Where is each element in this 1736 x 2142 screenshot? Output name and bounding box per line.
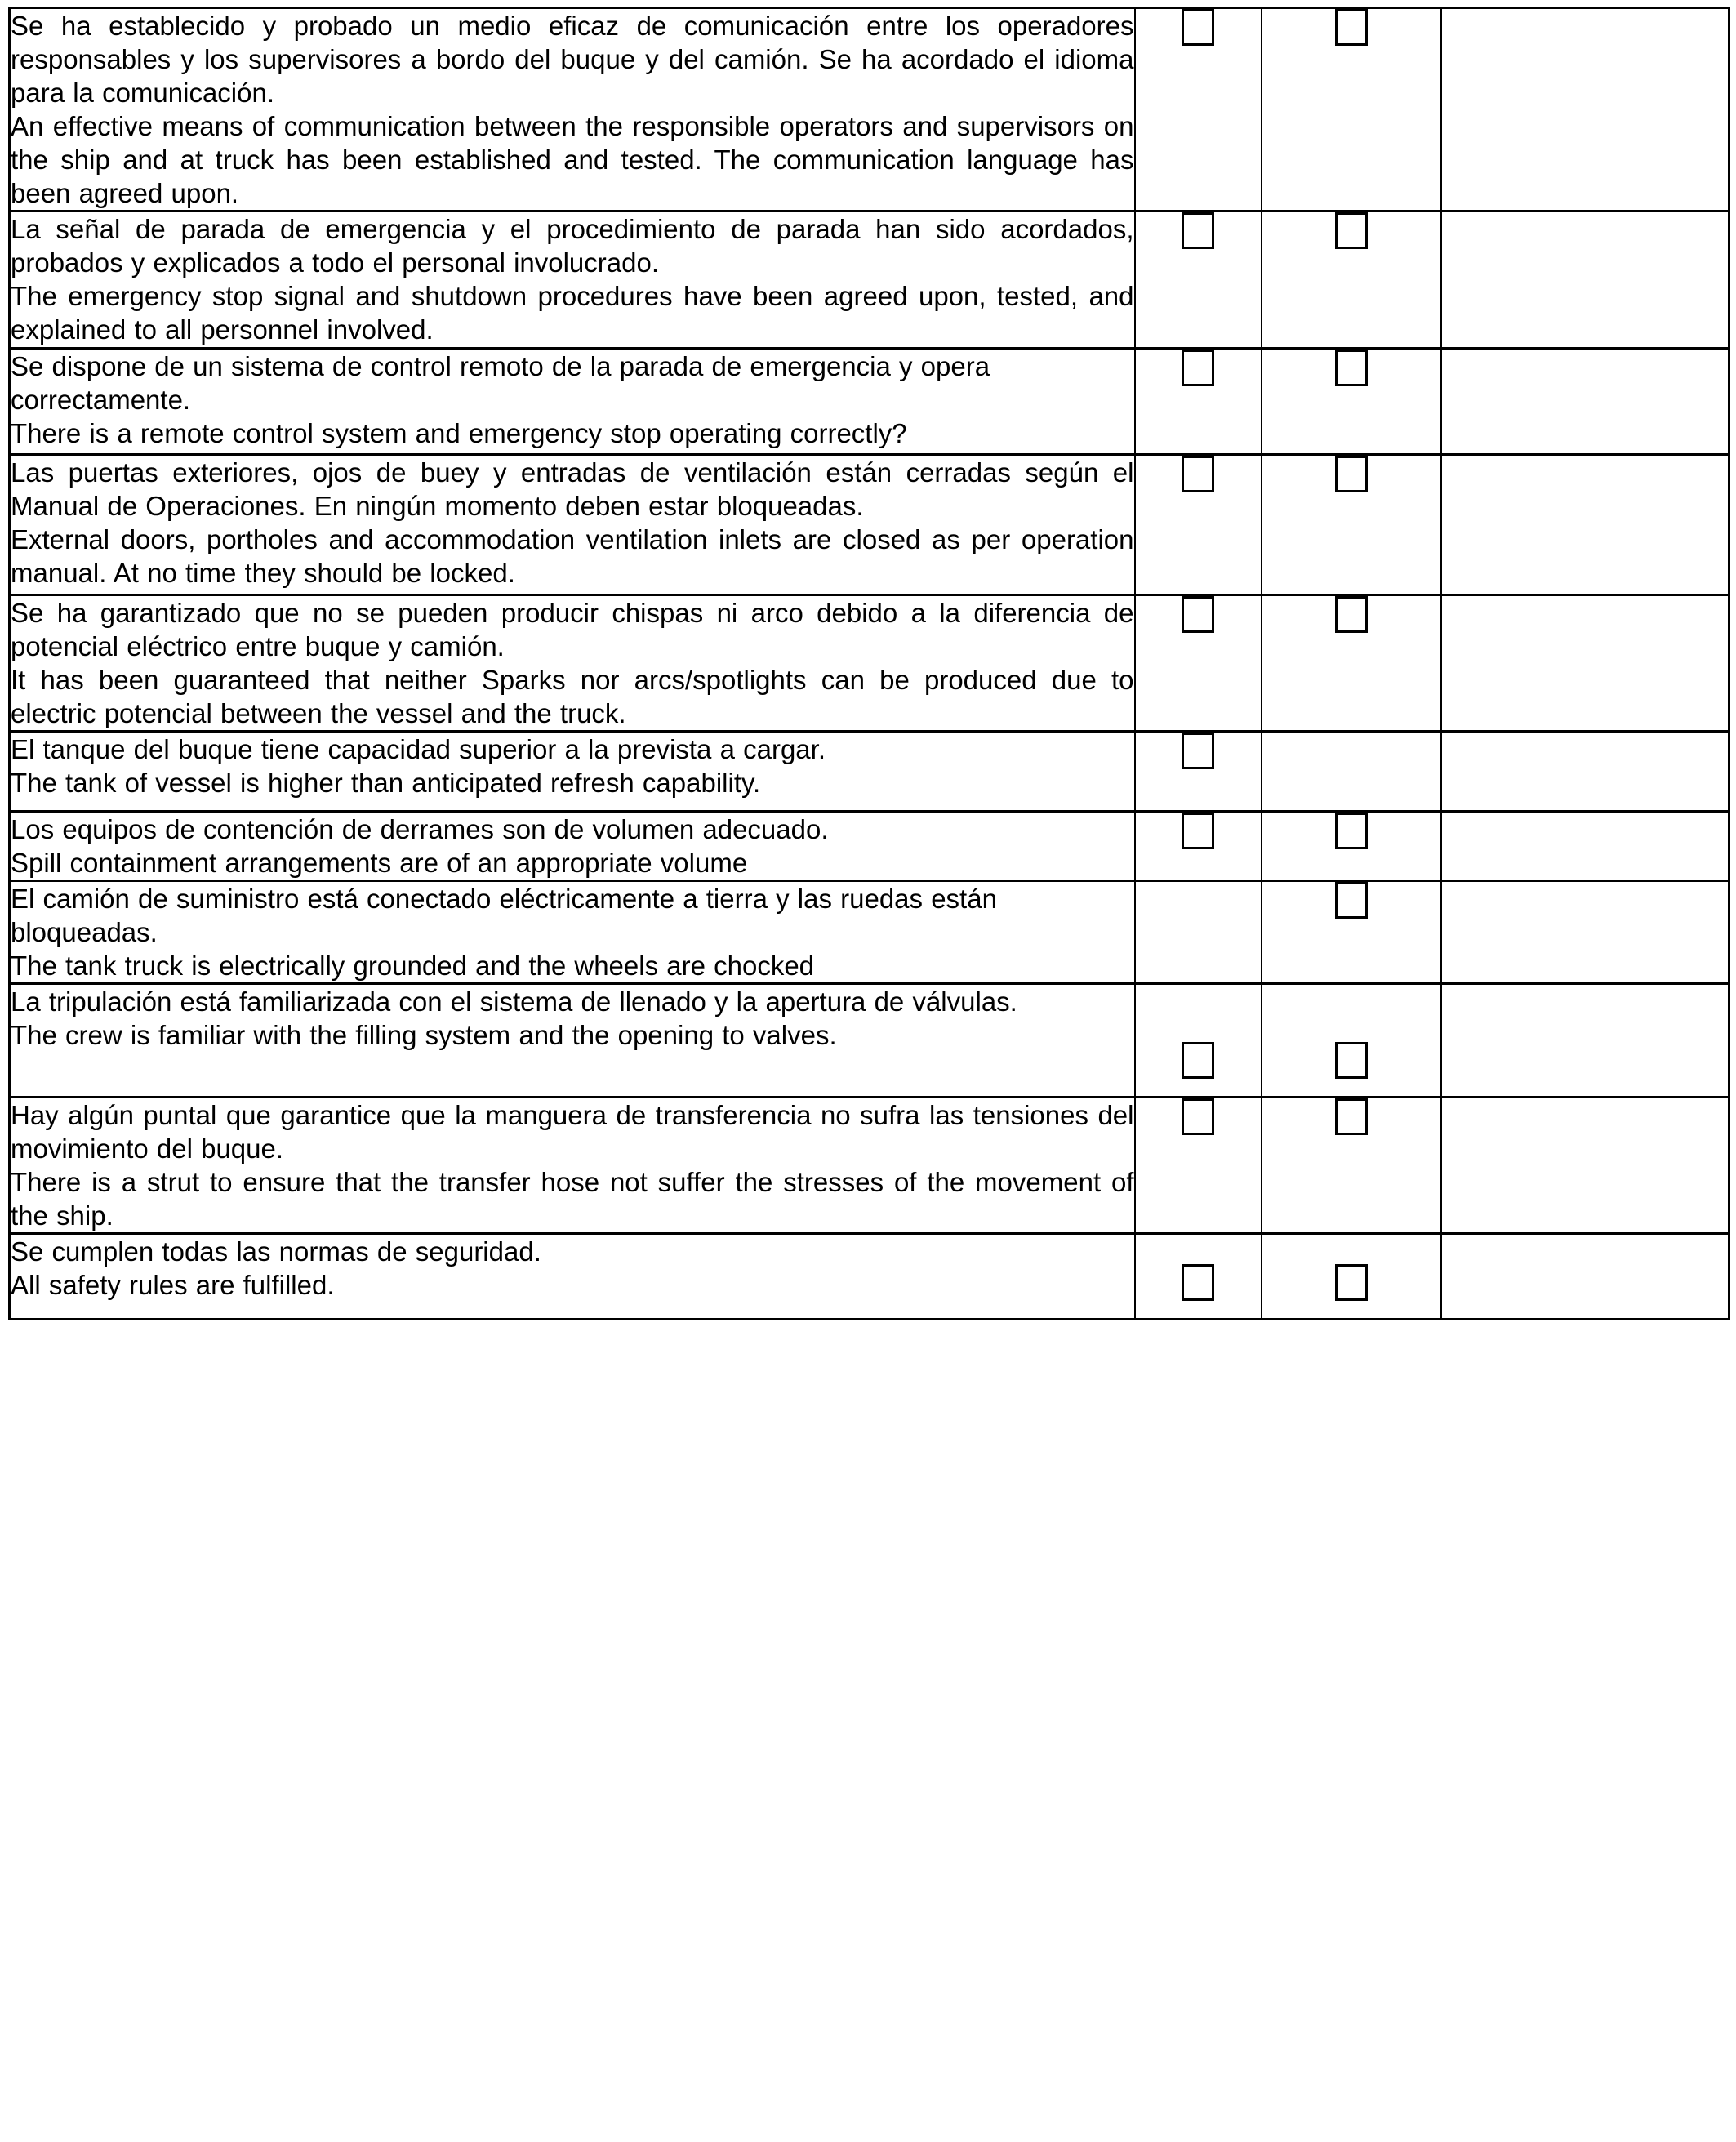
item-description-cell: [10, 455, 1135, 595]
item-text-en: The emergency stop signal and shutdown procedures have been agreed upon, tested, and explained to all personnel involved.: [11, 281, 1134, 345]
check-column-1-cell: [1135, 732, 1262, 812]
item-text-es: Se ha garantizado que no se pueden producir chispas ni arco debido a la diferencia de potencial eléctrico entre buque y camión.: [11, 598, 1134, 661]
checkbox[interactable]: [1335, 1264, 1368, 1301]
remarks-cell: [1441, 1234, 1729, 1320]
remarks-cell: [1441, 732, 1729, 812]
check-column-1-cell: [1135, 349, 1262, 455]
item-text-es: Hay algún puntal que garantice que la manguera de transferencia no sufra las tensiones del movimiento del buque.: [11, 1100, 1134, 1164]
checkbox[interactable]: [1182, 350, 1214, 386]
item-text-en: There is a strut to ensure that the transfer hose not suffer the stresses of the movement of the ship.: [11, 1167, 1134, 1231]
item-text-es: El camión de suministro está conectado eléctricamente a tierra y las ruedas están bloqueadas.: [11, 884, 997, 947]
check-column-2-cell: [1262, 349, 1441, 455]
item-description-cell: [10, 212, 1135, 349]
item-text-en: The tank of vessel is higher than anticipated refresh capability.: [11, 768, 761, 798]
check-column-2-cell: [1262, 455, 1441, 595]
check-column-2-cell: [1262, 881, 1441, 984]
check-column-1-cell: [1135, 212, 1262, 349]
item-text-en: Spill containment arrangements are of an appropriate volume: [11, 848, 748, 878]
remarks-cell: [1441, 212, 1729, 349]
item-text-en: There is a remote control system and emergency stop operating correctly?: [11, 418, 907, 448]
item-description-cell: [10, 595, 1135, 732]
check-column-2-cell: [1262, 1098, 1441, 1234]
check-column-1-cell: [1135, 812, 1262, 881]
check-column-1-cell: [1135, 1098, 1262, 1234]
checkbox[interactable]: [1182, 212, 1214, 249]
item-text-en: The crew is familiar with the filling system and the opening to valves.: [11, 1020, 837, 1050]
check-column-2-cell: [1262, 595, 1441, 732]
item-text-es: Se cumplen todas las normas de seguridad.: [11, 1236, 541, 1267]
checkbox[interactable]: [1182, 596, 1214, 633]
check-column-1-cell: [1135, 1234, 1262, 1320]
table-row: [10, 1234, 1729, 1320]
table-row: [10, 212, 1729, 349]
table-row: [10, 349, 1729, 455]
checkbox[interactable]: [1335, 350, 1368, 386]
checkbox[interactable]: [1335, 212, 1368, 249]
item-text-es: Los equipos de contención de derrames son de volumen adecuado.: [11, 814, 829, 844]
table-row: [10, 8, 1729, 212]
remarks-cell: [1441, 1098, 1729, 1234]
checkbox[interactable]: [1335, 456, 1368, 492]
item-text-es: La tripulación está familiarizada con el sistema de llenado y la apertura de válvulas.: [11, 986, 1017, 1017]
table-row: [10, 455, 1729, 595]
item-description-cell: [10, 812, 1135, 881]
item-text-en: The tank truck is electrically grounded and the wheels are chocked: [11, 951, 815, 981]
remarks-cell: [1441, 595, 1729, 732]
check-column-1-cell: [1135, 595, 1262, 732]
checkbox[interactable]: [1182, 813, 1214, 849]
check-column-2-cell: [1262, 732, 1441, 812]
item-text-en: All safety rules are fulfilled.: [11, 1270, 335, 1300]
check-column-2-cell: [1262, 812, 1441, 881]
checkbox[interactable]: [1335, 9, 1368, 46]
remarks-cell: [1441, 881, 1729, 984]
remarks-cell: [1441, 8, 1729, 212]
checkbox[interactable]: [1335, 596, 1368, 633]
item-text-es: Las puertas exteriores, ojos de buey y entradas de ventilación están cerradas según el Manual de Operaciones. En ningún momento deben estar bloqueadas.: [11, 457, 1134, 521]
remarks-cell: [1441, 812, 1729, 881]
item-description-cell: [10, 881, 1135, 984]
table-row: [10, 812, 1729, 881]
table-row: [10, 984, 1729, 1098]
item-description-cell: [10, 984, 1135, 1098]
table-row: [10, 595, 1729, 732]
item-text-es: Se dispone de un sistema de control remoto de la parada de emergencia y opera correctamente.: [11, 351, 990, 415]
item-text-es: Se ha establecido y probado un medio eficaz de comunicación entre los operadores responsables y los supervisores a bordo del buque y del camión. Se ha acordado el idioma para la comunicación.: [11, 11, 1134, 108]
check-column-2-cell: [1262, 1234, 1441, 1320]
item-description-cell: [10, 1234, 1135, 1320]
item-text-es: El tanque del buque tiene capacidad superior a la prevista a cargar.: [11, 734, 826, 764]
remarks-cell: [1441, 455, 1729, 595]
item-text-es: La señal de parada de emergencia y el procedimiento de parada han sido acordados, probados y explicados a todo el personal involucrado.: [11, 214, 1134, 278]
item-description-cell: [10, 732, 1135, 812]
remarks-cell: [1441, 349, 1729, 455]
checkbox[interactable]: [1182, 1042, 1214, 1079]
check-column-1-cell: [1135, 455, 1262, 595]
item-text-en: External doors, portholes and accommodation ventilation inlets are closed as per operation manual. At no time they should be locked.: [11, 524, 1134, 588]
checkbox[interactable]: [1182, 9, 1214, 46]
checkbox[interactable]: [1182, 1264, 1214, 1301]
check-column-2-cell: [1262, 984, 1441, 1098]
remarks-cell: [1441, 984, 1729, 1098]
item-description-cell: [10, 8, 1135, 212]
safety-checklist-table: [8, 7, 1730, 1320]
checkbox[interactable]: [1335, 1042, 1368, 1079]
check-column-2-cell: [1262, 212, 1441, 349]
item-description-cell: [10, 1098, 1135, 1234]
table-row: [10, 881, 1729, 984]
check-column-2-cell: [1262, 8, 1441, 212]
checkbox[interactable]: [1182, 456, 1214, 492]
table-row: [10, 1098, 1729, 1234]
item-description-cell: [10, 349, 1135, 455]
checkbox[interactable]: [1182, 1098, 1214, 1135]
checkbox[interactable]: [1335, 882, 1368, 919]
item-text-en: An effective means of communication between the responsible operators and supervisors on the ship and at truck has been established and tested. The communication language has been agreed upon.: [11, 111, 1134, 208]
checkbox[interactable]: [1335, 813, 1368, 849]
table-row: [10, 732, 1729, 812]
item-text-en: It has been guaranteed that neither Sparks nor arcs/spotlights can be produced due to electric potencial between the vessel and the truck.: [11, 665, 1134, 728]
checkbox[interactable]: [1182, 733, 1214, 769]
check-column-1-cell: [1135, 881, 1262, 984]
check-column-1-cell: [1135, 984, 1262, 1098]
check-column-1-cell: [1135, 8, 1262, 212]
checkbox[interactable]: [1335, 1098, 1368, 1135]
